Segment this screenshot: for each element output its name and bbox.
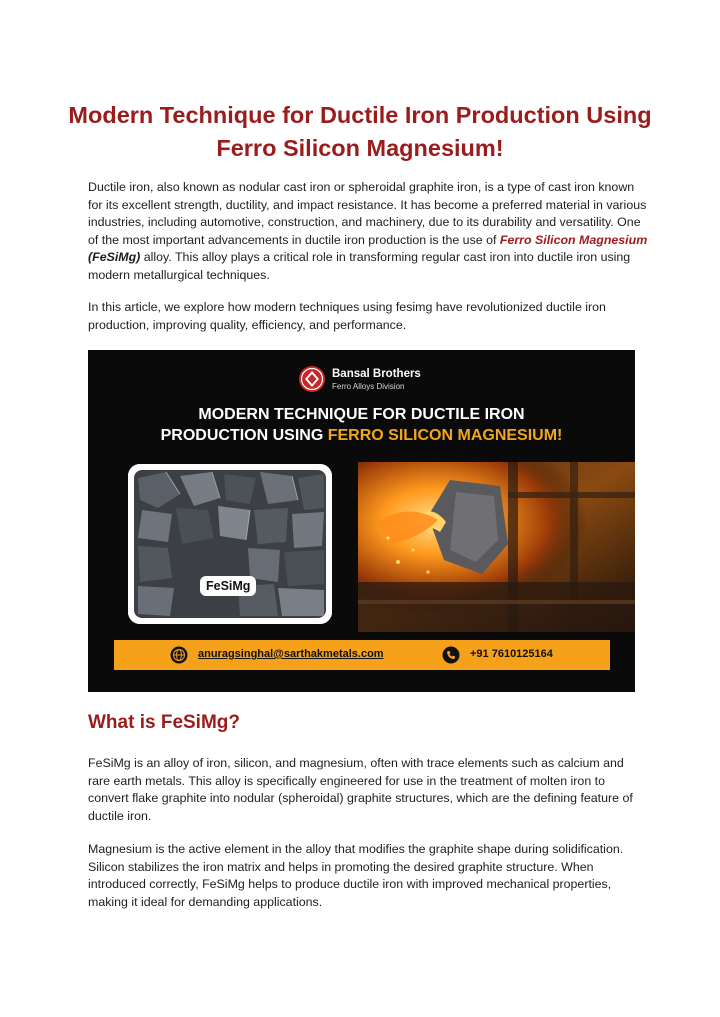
banner-headline-line1: MODERN TECHNIQUE FOR DUCTILE IRON [198,406,525,423]
contact-bar [114,640,610,670]
banner-headline-line2-start: PRODUCTION USING [160,427,328,444]
intro-paragraph [88,179,648,285]
banner-headline-accent: FERRO SILICON MAGNESIUM! [327,427,563,444]
intro-text-before: Ductile iron, also known as nodular cast iron or spheroidal graphite iron, is a type of cast iron known for its excellent strength, ductility, and impact resistance. It has become a preferred material in various industries, including automotive, construction, and machinery, due to its durability and versatility. One of the most important advancements in ductile iron production is the use of [88,180,647,247]
brand-name: Bansal Brothers [332,368,421,380]
fesimg-definition-paragraph: FeSiMg is an alloy of iron, silicon, and magnesium, often with trace elements such as calcium and rare earth metals. This alloy is specifically engineered for use in the treatment of molten iron to convert flake graphite into nodular (spheroidal) graphite structures, which are the defining feature of ductile iron. [88,756,633,823]
fesimg-abbrev-highlight: (FeSiMg) [88,250,141,265]
section-heading: What is FeSiMg? [88,712,240,733]
bansal-brothers-logo-icon [298,365,326,393]
ferro-silicon-magnesium-highlight: Ferro Silicon Magnesium [499,232,648,247]
fesimg-label: FeSiMg [200,576,256,596]
banner-headline [88,404,635,446]
fesimg-lumps-photo [128,464,332,624]
phone-icon [442,646,460,664]
promo-banner-image [88,350,635,692]
brand-subtitle: Ferro Alloys Division [332,382,405,391]
molten-iron-pouring-illustration [358,462,635,632]
contact-phone-number[interactable]: +91 7610125164 [470,648,553,660]
magnesium-role-paragraph: Magnesium is the active element in the alloy that modifies the graphite shape during solidification. Silicon stabilizes the iron matrix and helps in promoting the desired graphite structure. When introduced correctly, FeSiMg helps to produce ductile iron with improved mechanical properties, making it ideal for demanding applications. [88,842,624,909]
globe-icon [170,646,188,664]
intro-text-after: alloy. This alloy plays a critical role in transforming regular cast iron into ductile iron using modern metallurgical techniques. [88,250,631,282]
molten-iron-pouring-photo [358,462,635,632]
page-title: Modern Technique for Ductile Iron Production Using Ferro Silicon Magnesium! [68,102,652,161]
contact-email-link[interactable]: anuragsinghal@sarthakmetals.com [198,648,384,660]
fesimg-lumps-illustration [128,464,332,624]
banner-headline-line2 [88,425,635,446]
article-summary-paragraph: In this article, we explore how modern techniques using fesimg have revolutionized ductile iron production, improving quality, efficiency, and performance. [88,300,606,332]
